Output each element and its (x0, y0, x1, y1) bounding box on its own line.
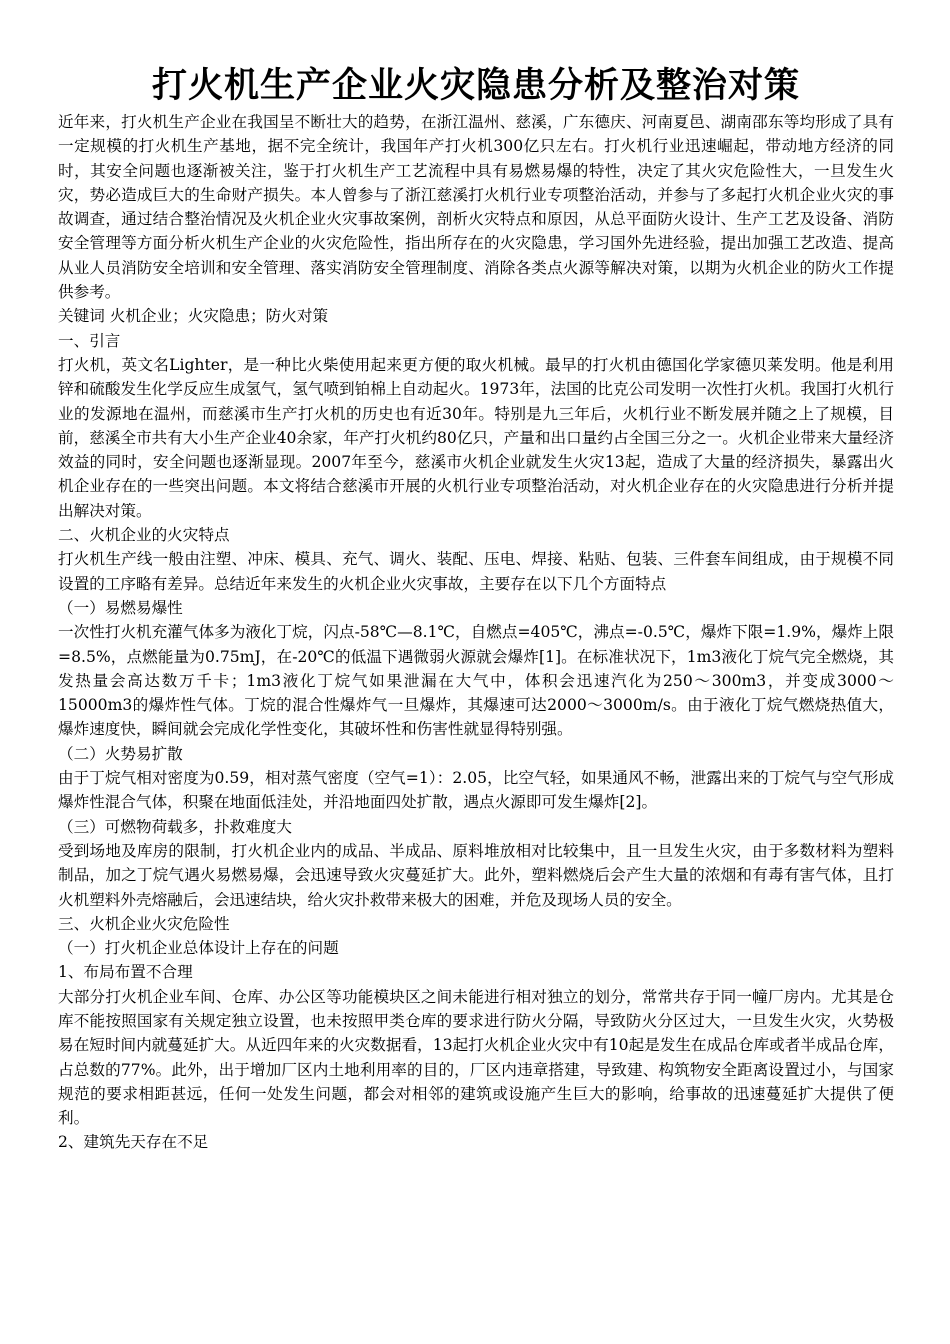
body-paragraph: 一次性打火机充灌气体多为液化丁烷，闪点-58℃—8.1℃，自燃点=405℃，沸点=-0.5℃，爆炸下限=1.9%，爆炸上限=8.5%，点燃能量为0.75mJ，在-20℃的低温下遇微弱火源就会爆炸[1]。在标准状况下，1m3液化丁烷气完全燃烧，其发热量会高达数万千卡；1m3液化丁烷气如果泄漏在大气中，体积会迅速汽化为250～300m3，并变成3000～15000m3的爆炸性气体。丁烷的混合性爆炸气一旦爆炸，其爆速可达2000～3000m/s。由于液化丁烷气燃烧热值大，爆炸速度快，瞬间就会完成化学性变化，其破坏性和伤害性就显得特别强。 (58, 623, 894, 739)
section-heading: （一）打火机企业总体设计上存在的问题 (58, 939, 339, 958)
body-paragraph: 近年来，打火机生产企业在我国呈不断壮大的趋势，在浙江温州、慈溪，广东德庆、河南夏邑、湖南邵东等均形成了具有一定规模的打火机生产基地，据不完全统计，我国年产打火机300亿只左右。打火机行业迅速崛起，带动地方经济的同时，其安全问题也逐渐被关注，鉴于打火机生产工艺流程中具有易燃易爆的特性，决定了其火灾危险性大，一旦发生火灾，势必造成巨大的生命财产损失。本人曾参与了浙江慈溪打火机行业专项整治活动，并参与了多起打火机企业火灾的事故调查，通过结合整治情况及火机企业火灾事故案例，剖析火灾特点和原因，从总平面防火设计、生产工艺及设备、消防安全管理等方面分析火机生产企业的火灾危险性，指出所存在的火灾隐患，学习国外先进经验，提出加强工艺改造、提高从业人员消防安全培训和安全管理、落实消防安全管理制度、消除各类点火源等解决对策，以期为火机企业的防火工作提供参考。 (58, 113, 894, 302)
document-body (58, 110, 894, 1155)
body-paragraph: 打火机生产线一般由注塑、冲床、模具、充气、调火、装配、压电、焊接、粘贴、包装、三件套车间组成，由于规模不同设置的工序略有差异。总结近年来发生的火机企业火灾事故，主要存在以下几个方面特点 (58, 550, 894, 593)
section-heading: 一、引言 (58, 331, 121, 350)
section-heading: 二、火机企业的火灾特点 (58, 526, 230, 545)
section-heading: 2、建筑先天存在不足 (58, 1133, 209, 1152)
document-title: 打火机生产企业火灾隐患分析及整治对策 (151, 66, 800, 106)
body-paragraph: 由于丁烷气相对密度为0.59，相对蒸气密度（空气=1）：2.05，比空气轻，如果通风不畅，泄露出来的丁烷气与空气形成爆炸性混合气体，积聚在地面低洼处，并沿地面四处扩散，遇点火源即可发生爆炸[2]。 (58, 769, 894, 812)
section-heading: （三）可燃物荷载多，扑救难度大 (58, 817, 292, 836)
section-heading: 1、布局布置不合理 (58, 963, 193, 982)
body-paragraph: 受到场地及库房的限制，打火机企业内的成品、半成品、原料堆放相对比较集中，且一旦发生火灾，由于多数材料为塑料制品，加之丁烷气遇火易燃易爆，会迅速导致火灾蔓延扩大。此外，塑料燃烧后会产生大量的浓烟和有毒有害气体，且打火机塑料外壳熔融后，会迅速结块，给火灾扑救带来极大的困难，并危及现场人员的安全。 (58, 841, 894, 909)
body-paragraph: 打火机，英文名Lighter，是一种比火柴使用起来更方便的取火机械。最早的打火机由德国化学家德贝莱发明。他是利用锌和硫酸发生化学反应生成氢气，氢气喷到铂棉上自动起火。1973年，法国的比克公司发明一次性打火机。我国打火机行业的发源地在温州，而慈溪市生产打火机的历史也有近30年。特别是九三年后，火机行业不断发展并随之上了规模，目前，慈溪全市共有大小生产企业40余家，年产打火机约80亿只，产量和出口量约占全国三分之一。火机企业带来大量经济效益的同时，安全问题也逐渐显现。2007年至今，慈溪市火机企业就发生火灾13起，造成了大量的经济损失，暴露出火机企业存在的一些突出问题。本文将结合慈溪市开展的火机行业专项整治活动，对火机企业存在的火灾隐患进行分析并提出解决对策。 (58, 355, 894, 520)
body-paragraph: 大部分打火机企业车间、仓库、办公区等功能模块区之间未能进行相对独立的划分，常常共存于同一幢厂房内。尤其是仓库不能按照国家有关规定独立设置，也未按照甲类仓库的要求进行防火分隔，导致防火分区过大，一旦发生火灾，火势极易在短时间内就蔓延扩大。从近四年来的火灾数据看，13起打火机企业火灾中有10起是发生在成品仓库或者半成品仓库，占总数的77%。此外，出于增加厂区内土地利用率的目的，厂区内违章搭建，导致建、构筑物安全距离设置过小，与国家规范的要求相距甚远，任何一处发生问题，都会对相邻的建筑或设施产生巨大的影响，给事故的迅速蔓延扩大提供了便利。 (58, 987, 894, 1128)
section-heading: 关键词 火机企业；火灾隐患；防火对策 (58, 307, 329, 326)
section-heading: （一）易燃易爆性 (58, 598, 183, 617)
section-heading: 三、火机企业火灾危险性 (58, 914, 230, 933)
section-heading: （二）火势易扩散 (58, 744, 183, 763)
